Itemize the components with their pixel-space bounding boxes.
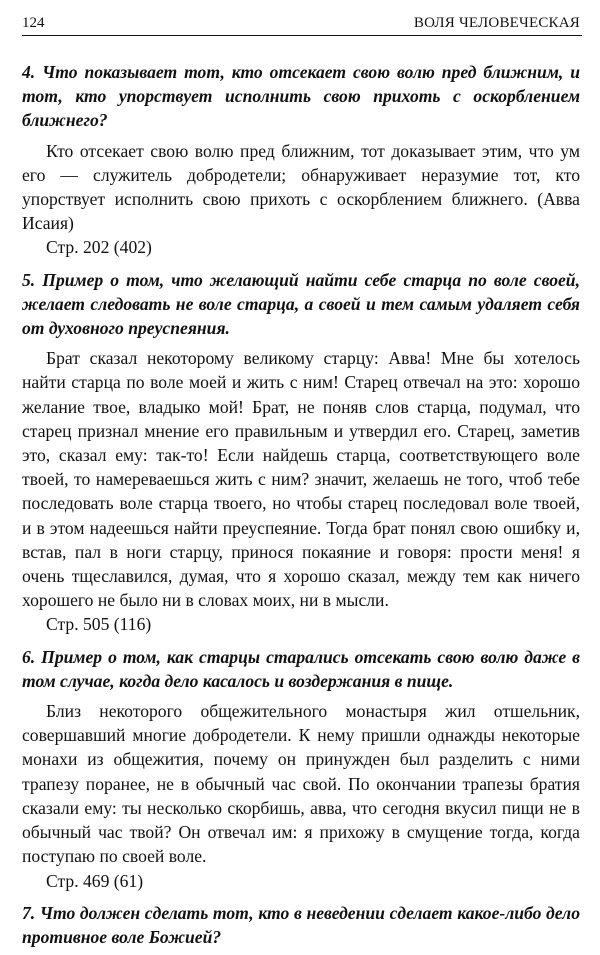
source-reference: Стр. 505 (116): [46, 614, 152, 635]
running-header: [22, 13, 582, 36]
section-4: [22, 60, 580, 260]
question-heading: 6. Пример о том, как старцы старались отсекать свою волю даже в том случае, когда дело касалось и воздержания в пище.: [22, 646, 580, 691]
source-reference: Стр. 202 (402): [46, 237, 152, 258]
body-paragraph: Брат сказал некоторому великому старцу: Авва! Мне бы хотелось найти старца по воле моей и жить с ним! Старец отвечал на это: хорошо желание твое, владыко мой! Брат, не поняв слов старца, подумал, что старец признал мнение его правильным и утвердил его. Старец, заметив это, сказал ему: так-то! Если найдешь старца, соответствующего воле твоей, то намереваешься жить с ним? значит, желаешь не того, чтоб тебе последовать воле старца твоего, но чтобы старец последовал воле твоей, и в этом надеешься найти преуспеяние. Тогда брат понял свою ошибку и, встав, пал в ноги старцу, принося покаяние и говоря: прости меня! я очень тщеславился, думая, что я хорошо сказал, между тем как ничего хорошего не было ни в словах моих, ни в мысли.: [22, 348, 580, 611]
source-reference: Стр. 469 (61): [46, 870, 144, 891]
question-heading: 4. Что показывает тот, кто отсекает свою волю пред ближним, и тот, кто упорствует исполнить свою прихоть с оскорблением ближнего?: [22, 62, 580, 131]
running-title: ВОЛЯ ЧЕЛОВЕЧЕСКАЯ: [413, 15, 580, 31]
question-heading: 5. Пример о том, что желающий найти себе старца по воле своей, желает следовать не воле старца, а своей и тем самым удаляет себя от духовного преуспеяния.: [22, 269, 580, 339]
body-paragraph: Кто отсекает свою волю пред ближним, тот доказывает этим, что ум его — служитель добродетели; обнаруживает неразумие тот, кто упорствует исполнить свою прихоть с оскорблением ближнего. (Авва Исаия): [22, 140, 580, 234]
page-content: [22, 60, 580, 955]
question-heading: 7. Что должен сделать тот, кто в неведении сделает какое-либо дело противное воле Божией?: [22, 902, 580, 947]
section-7: [22, 901, 580, 949]
page-number: 124: [22, 15, 45, 31]
section-5: [22, 268, 580, 637]
section-6: [22, 645, 580, 893]
body-paragraph: Близ некоторого общежительного монастыря жил отшельник, совершавший многие добродетели. К нему пришли однажды некоторые монахи из общежития, почему он принужден был разделить с ними трапезу поранее, не в обычный час свой. По окончании трапезы братия сказали ему: ты несколько скорбишь, авва, что сегодня вкусил пищи не в обычный час твой? Он отвечал им: я прихожу в смущение тогда, когда поступаю по своей воле.: [22, 701, 580, 867]
